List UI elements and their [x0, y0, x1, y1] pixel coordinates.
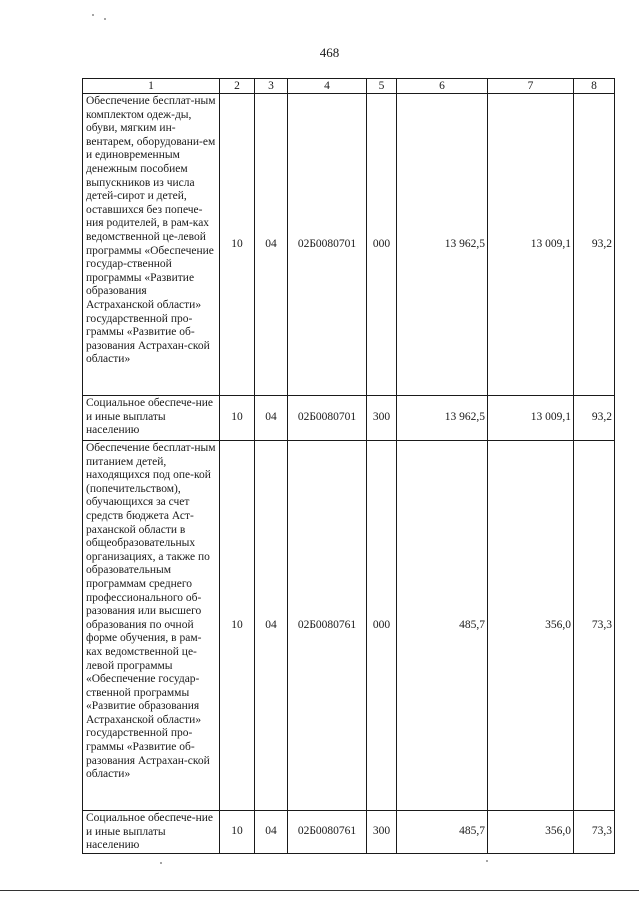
page-bottom-rule — [0, 890, 639, 891]
row-actual-amount: 13 009,1 — [488, 396, 574, 441]
row-expense-type: 300 — [367, 396, 397, 441]
row-percent: 73,3 — [574, 811, 615, 854]
row-target-code: 02Б0080761 — [288, 811, 367, 854]
scan-speck — [92, 14, 94, 16]
row-target-code: 02Б0080761 — [288, 441, 367, 811]
row-percent: 93,2 — [574, 94, 615, 396]
row-subsection: 04 — [255, 94, 288, 396]
row-planned-amount: 485,7 — [397, 811, 488, 854]
column-header: 2 — [220, 79, 255, 94]
row-description: Социальное обеспече-ние и иные выплаты населению — [83, 396, 220, 441]
table-row — [83, 396, 615, 441]
column-header: 5 — [367, 79, 397, 94]
row-expense-type: 300 — [367, 811, 397, 854]
row-subsection: 04 — [255, 396, 288, 441]
row-target-code: 02Б0080701 — [288, 396, 367, 441]
table-row — [83, 811, 615, 854]
row-target-code: 02Б0080701 — [288, 94, 367, 396]
row-subsection: 04 — [255, 441, 288, 811]
column-header: 3 — [255, 79, 288, 94]
column-header: 7 — [488, 79, 574, 94]
column-header: 4 — [288, 79, 367, 94]
row-section: 10 — [220, 94, 255, 396]
row-expense-type: 000 — [367, 441, 397, 811]
column-header: 1 — [83, 79, 220, 94]
row-description: Обеспечение бесплат-ным питанием детей, находящихся под опе-кой (попечительством), обучающихся за счет средств бюджета Аст-раханской области в общеобразовательных организациях, а также по образовательным программам среднего профессионального об-разования или высшего образования по очной форме обучения, в рам-ках ведомственной це-левой программы «Обеспечение государ-ственной программы «Развитие образования Астраханской области» государственной про-граммы «Развитие об-разования Астрахан-ской области» — [83, 441, 220, 811]
budget-table — [82, 78, 615, 854]
table-header-row — [83, 79, 615, 94]
row-percent: 73,3 — [574, 441, 615, 811]
column-header: 6 — [397, 79, 488, 94]
row-description: Социальное обеспече-ние и иные выплаты населению — [83, 811, 220, 854]
row-section: 10 — [220, 811, 255, 854]
row-expense-type: 000 — [367, 94, 397, 396]
row-actual-amount: 356,0 — [488, 811, 574, 854]
column-header: 8 — [574, 79, 615, 94]
row-planned-amount: 13 962,5 — [397, 396, 488, 441]
scan-speck — [486, 860, 488, 862]
scan-speck — [160, 862, 162, 864]
table-row — [83, 94, 615, 396]
row-planned-amount: 485,7 — [397, 441, 488, 811]
row-section: 10 — [220, 441, 255, 811]
row-actual-amount: 356,0 — [488, 441, 574, 811]
row-description: Обеспечение бесплат-ным комплектом одеж-ды, обуви, мягким ин-вентарем, оборудовани-ем и единовременным денежным пособием выпускников из числа детей-сирот и детей, оставшихся без попече-ния родителей, в рам-ках ведомственной це-левой программы «Обеспечение государ-ственной программы «Развитие образования Астраханской области» государственной про-граммы «Развитие об-разования Астрахан-ской области» — [83, 94, 220, 396]
row-percent: 93,2 — [574, 396, 615, 441]
table-row — [83, 441, 615, 811]
row-planned-amount: 13 962,5 — [397, 94, 488, 396]
page-number: 468 — [319, 45, 340, 60]
row-actual-amount: 13 009,1 — [488, 94, 574, 396]
row-section: 10 — [220, 396, 255, 441]
row-subsection: 04 — [255, 811, 288, 854]
scan-speck — [104, 18, 106, 20]
